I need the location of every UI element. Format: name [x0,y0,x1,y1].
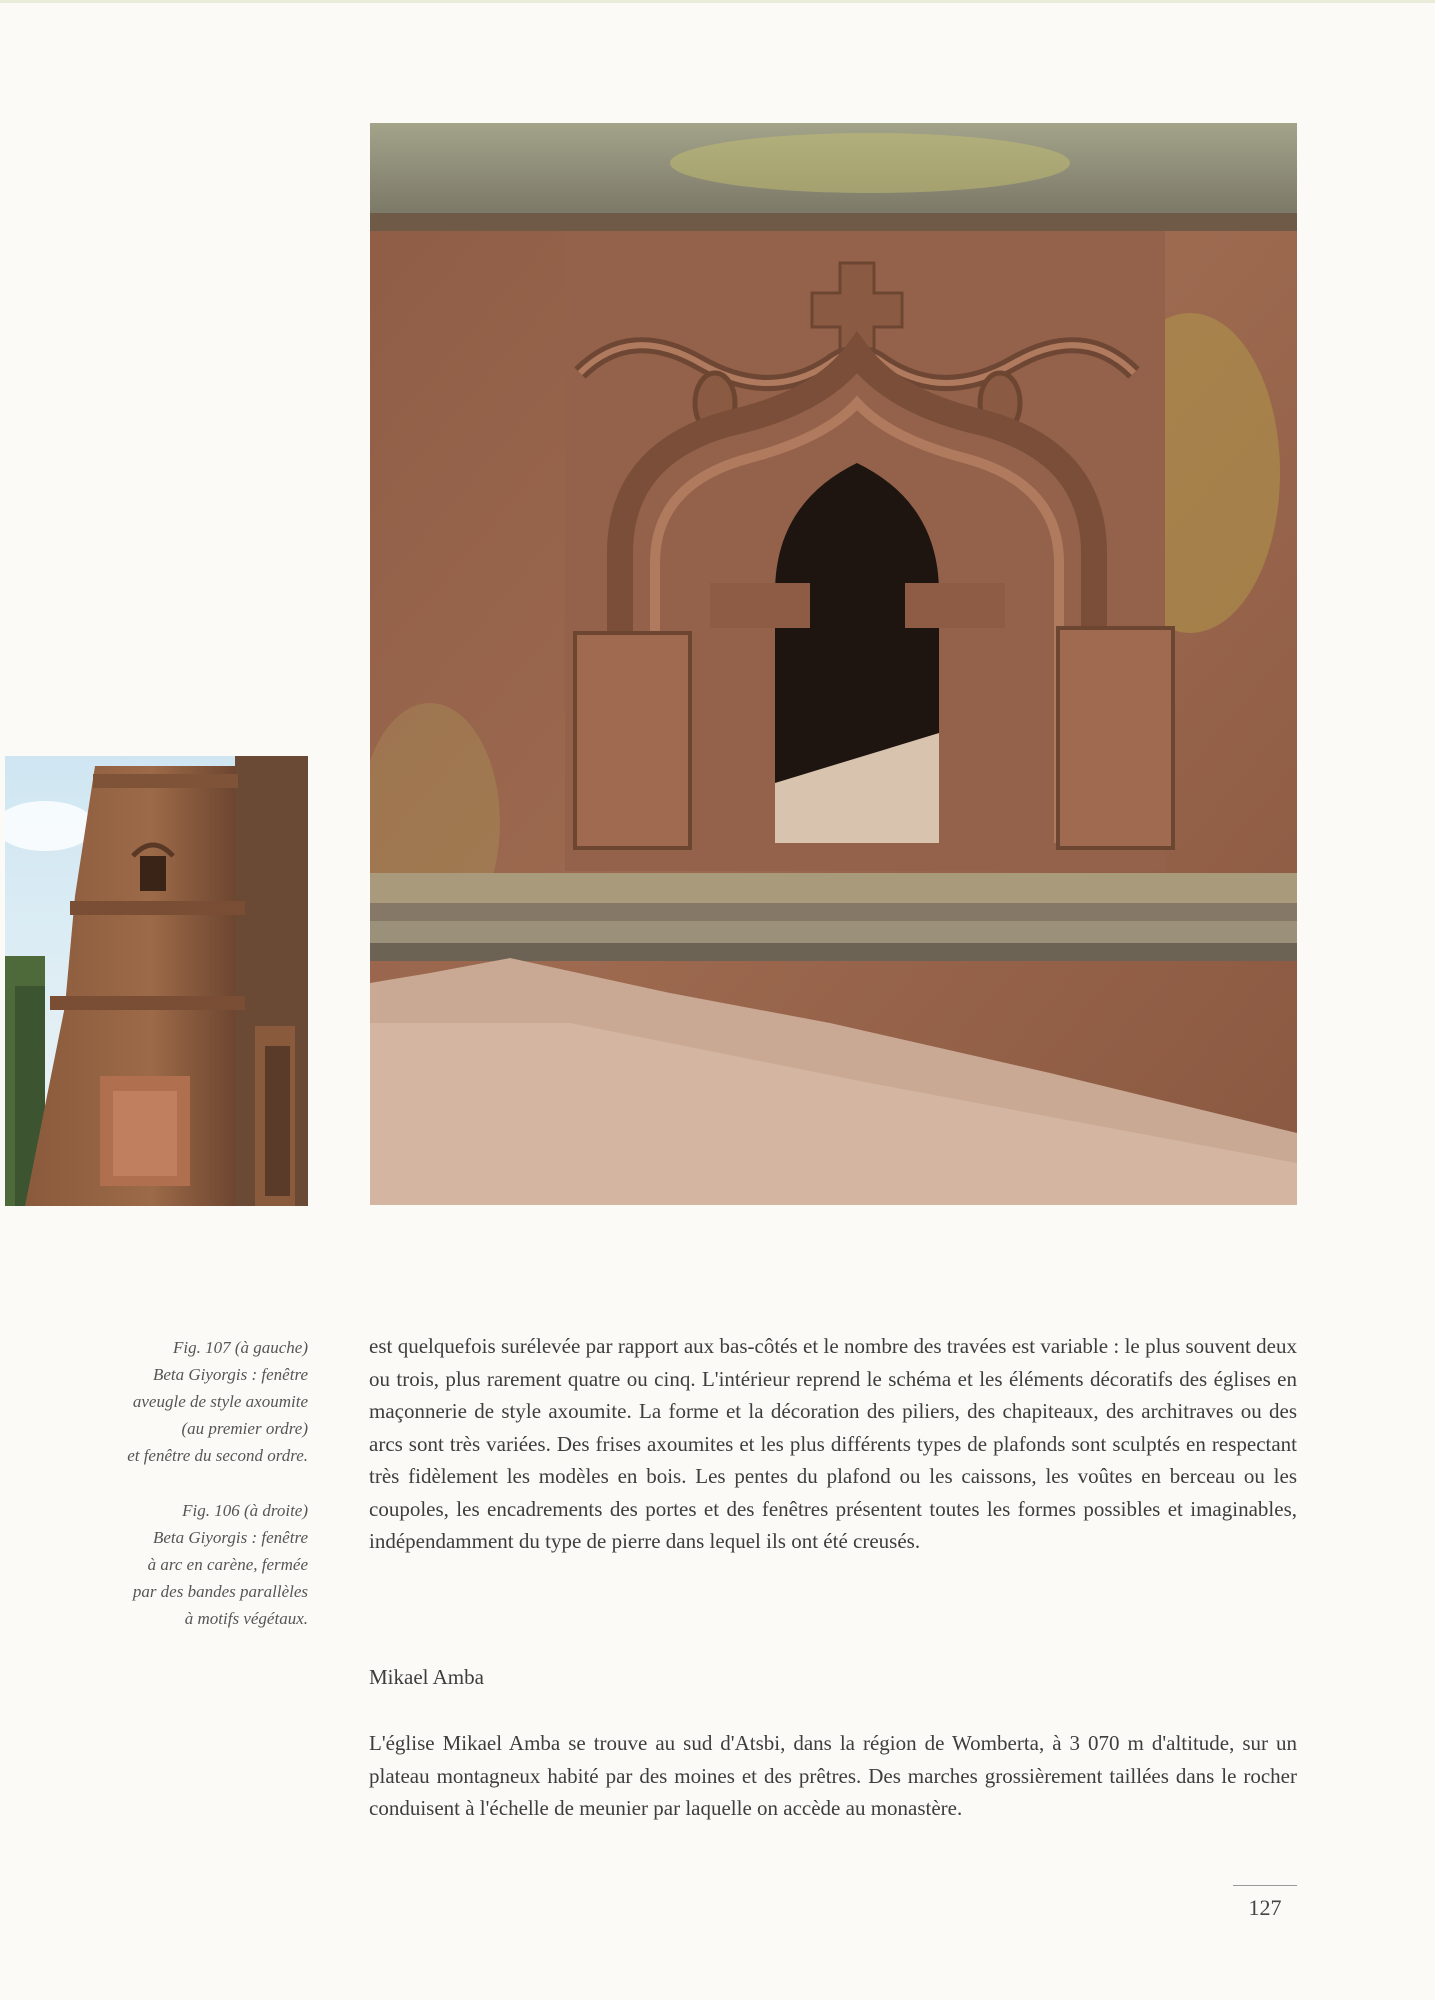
paragraph-text: L'église Mikael Amba se trouve au sud d'Atsbi, dans la région de Womberta, à 3 070 m d'altitude, sur un plateau montagneux habité par des moines et des prêtres. Des marches grossièrement taillées dans le rocher conduisent à l'échelle de meunier par laquelle on accède au monastère. [369,1731,1297,1820]
figure-captions [80,1334,308,1632]
section-heading: Mikael Amba [369,1665,484,1689]
caption-line: et fenêtre du second ordre. [127,1446,308,1465]
top-border [0,0,1435,3]
photo-beta-giyorgis-tower [5,756,308,1206]
body-paragraph-2 [369,1727,1297,1825]
photo-carved-window [370,123,1297,1205]
paragraph-text: est quelquefois surélevée par rapport aux bas-côtés et le nombre des travées est variable : le plus souvent deux ou trois, plus rarement quatre ou cinq. L'intérieur reprend le schéma et les éléments décoratifs des églises en maçonnerie de style axoumite. La forme et la décoration des piliers, des chapiteaux, des architraves ou des arcs sont très variées. Des frises axoumites et les plus différents types de plafonds sont sculptés en respectant très fidèlement les modèles en bois. Les pentes du plafond ou les caissons, les voûtes en berceau ou les coupoles, les encadrements des portes et des fenêtres présentent toutes les formes possibles et imaginables, indépendamment du type de pierre dans lequel ils ont été creusés. [369,1334,1297,1553]
body-paragraph-1 [369,1330,1297,1558]
caption-line: aveugle de style axoumite [132,1392,308,1411]
caption-line: par des bandes parallèles [132,1582,308,1601]
caption-line: Beta Giyorgis : fenêtre [152,1528,308,1547]
caption-line: Fig. 107 (à gauche) [172,1338,308,1357]
caption-line: (au premier ordre) [181,1419,308,1438]
caption-line: à motifs végétaux. [184,1609,308,1628]
caption-fig-107 [80,1334,308,1469]
caption-fig-106 [80,1497,308,1632]
caption-line: à arc en carène, fermée [147,1555,308,1574]
caption-line: Beta Giyorgis : fenêtre [152,1365,308,1384]
folio-rule [1233,1885,1297,1886]
caption-line: Fig. 106 (à droite) [182,1501,308,1520]
page-number: 127 [1248,1895,1282,1920]
